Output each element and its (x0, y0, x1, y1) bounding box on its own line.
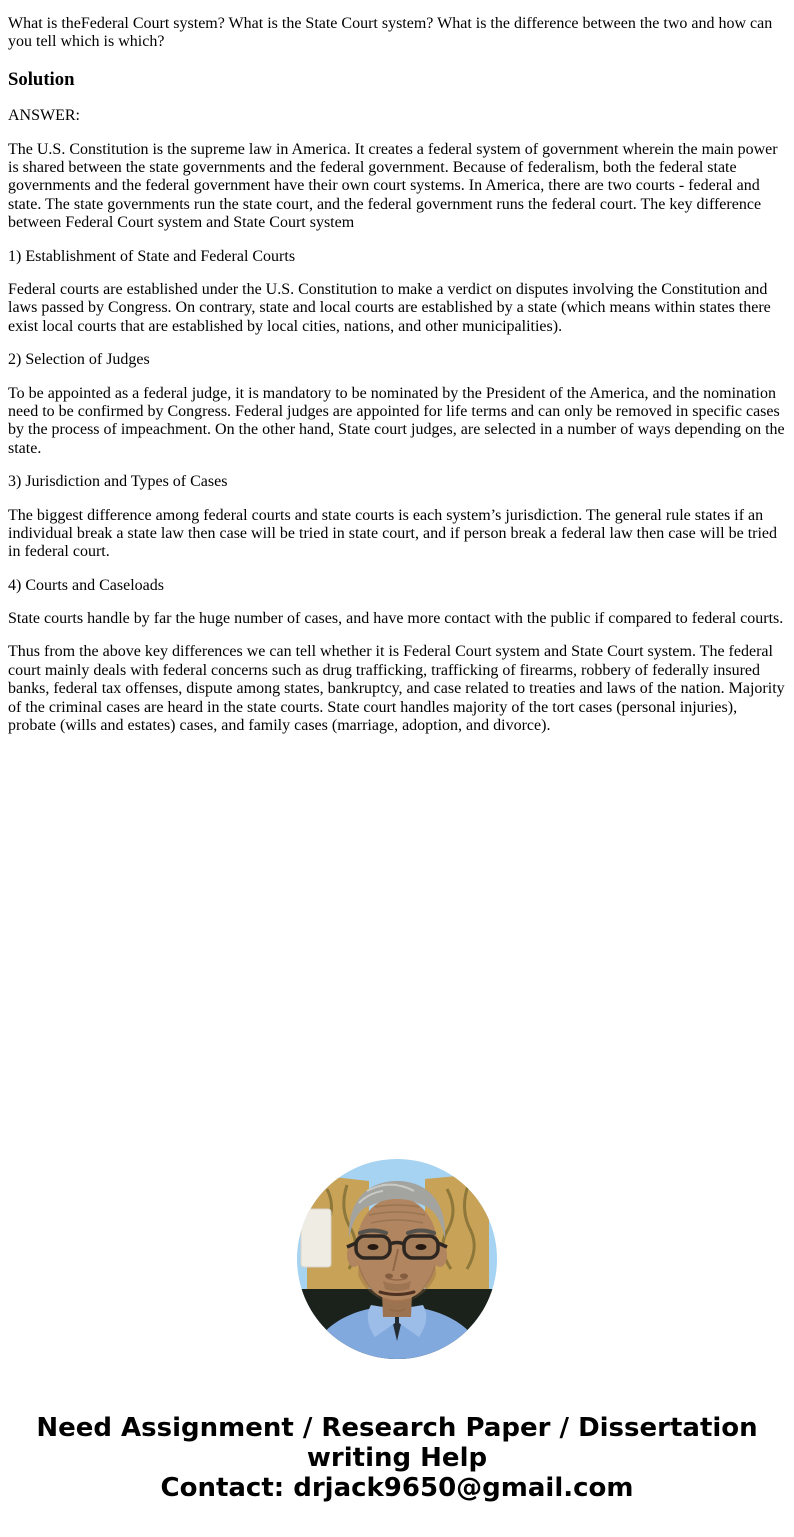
answer-label: ANSWER: (8, 107, 80, 125)
intro-paragraph: The U.S. Constitution is the supreme law in America. It creates a federal system of government wherein the main power is shared between the state governments and the federal government. Because of federalism, both the federal state governments and the federal government have their own court systems. In America, there are two courts - federal and state. The state governments run the state court, and the federal government runs the federal court. The key difference between Federal Court system and State Court system (8, 140, 778, 232)
section-3-body: The biggest difference among federal courts and state courts is each system’s jurisdiction. The general rule states if an individual break a state law then case will be tried in state court, and if person break a federal law then case will be tried in federal court. (8, 506, 778, 561)
solution-heading: Solution (8, 68, 75, 90)
footer-line-1: Need Assignment / Research Paper / Dissertation (36, 1413, 758, 1444)
right-eye (416, 1244, 427, 1250)
section-1-heading: 1) Establishment of State and Federal Courts (8, 247, 296, 265)
tutor-photo (297, 1159, 497, 1359)
section-2-body: To be appointed as a federal judge, it is mandatory to be nominated by the President of the America, and the nomination need to be confirmed by Congress. Federal judges are appointed for life terms and can only be removed in specific cases by the process of impeachment. On the other hand, State court judges, are selected in a number of ways depending on the state. (8, 384, 785, 457)
photo-wall-plate (301, 1209, 331, 1267)
section-3-heading: 3) Jurisdiction and Types of Cases (8, 473, 228, 491)
question-text: What is theFederal Court system? What is the State Court system? What is the difference between the two and how can you tell which is which? (8, 15, 773, 51)
left-nostril (385, 1274, 393, 1279)
document-body (8, 15, 786, 1529)
footer-contact-email: Contact: drjack9650@gmail.com (160, 1473, 634, 1504)
footer-line-2: writing Help (306, 1443, 488, 1474)
left-eye (368, 1244, 379, 1250)
conclusion-paragraph: Thus from the above key differences we can tell whether it is Federal Court system and State Court system. The federal court mainly deals with federal concerns such as drug trafficking, trafficking of firearms, robbery of federally insured banks, federal tax offenses, dispute among states, bankruptcy, and case related to treaties and laws of the nation. Majority of the criminal cases are heard in the state courts. State court handles majority of the tort cases (personal injuries), probate (wills and estates) cases, and family cases (marriage, adoption, and divorce). (8, 643, 785, 735)
section-4-body: State courts handle by far the huge number of cases, and have more contact with the public if compared to federal courts. (8, 610, 784, 628)
section-2-heading: 2) Selection of Judges (8, 351, 150, 369)
section-4-heading: 4) Courts and Caseloads (8, 576, 164, 594)
section-1-body: Federal courts are established under the U.S. Constitution to make a verdict on disputes involving the Constitution and laws passed by Congress. On contrary, state and local courts are established by a state (which means within states there exist local courts that are established by local cities, nations, and other municipalities). (8, 281, 771, 335)
person-avatar-graphic (297, 1159, 497, 1359)
footer-banner (8, 1413, 786, 1529)
